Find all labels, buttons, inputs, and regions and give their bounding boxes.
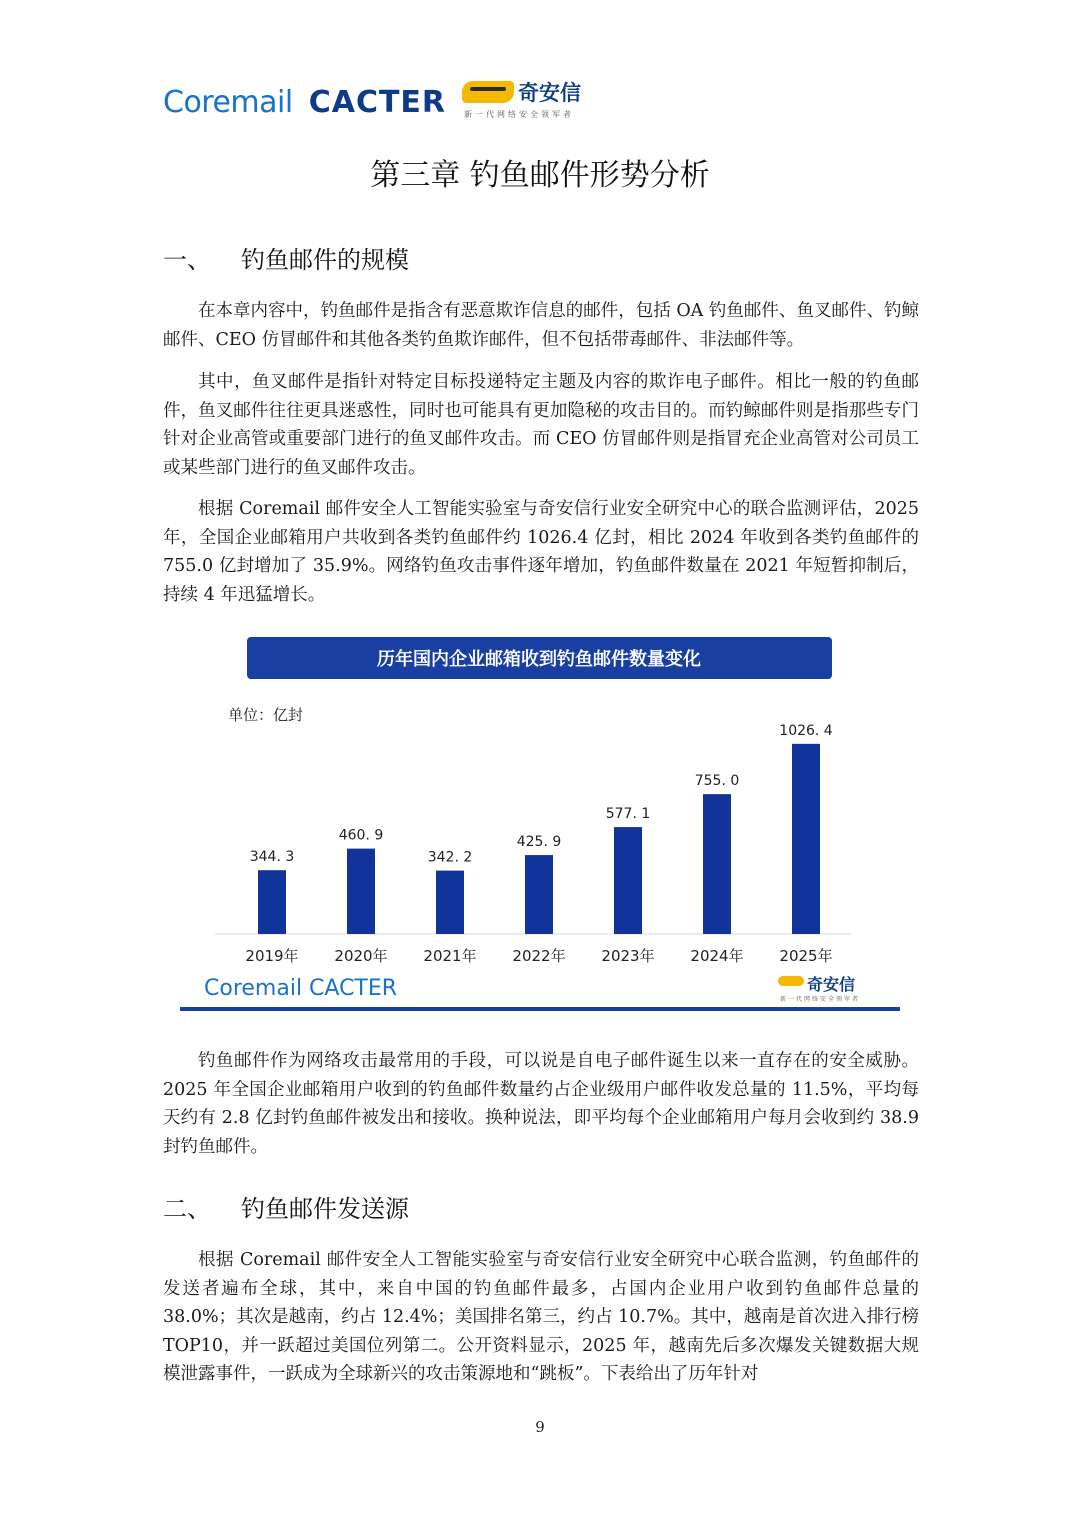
bar-value-label: 342. 2 xyxy=(427,849,473,866)
x-tick-label: 2023年 xyxy=(601,947,655,965)
bar-2019年 xyxy=(258,870,286,934)
bar-2021年 xyxy=(436,871,464,934)
section-title: 钓鱼邮件发送源 xyxy=(241,1195,409,1223)
paragraph: 根据 Coremail 邮件安全人工智能实验室与奇安信行业安全研究中心联合监测，钓鱼邮件的发送者遍布全球，其中，来自中国的钓鱼邮件最多，占国内企业用户收到钓鱼邮件总量的 38.0%；其次是越南，约占 12.4%；美国排名第三，约占 10.7%。其中，越南是首次进入排行榜 TOP10，并一跃超过美国位列第二。公开资料显示，2025 年，越南先后多次爆发关键数据大规模泄露事件，一跃成为全球新兴的攻击策源地和“跳板”。下表给出了历年针对 xyxy=(163,1250,919,1384)
x-tick-label: 2024年 xyxy=(690,947,744,965)
paragraph: 其中，鱼叉邮件是指针对特定目标投递特定主题及内容的欺诈电子邮件。相比一般的钓鱼邮件，鱼叉邮件往往更具迷惑性，同时也可能具有更加隐秘的攻击目的。而钓鲸邮件则是指那些专门针对企业高管或重要部门进行的鱼叉邮件攻击。而 CEO 仿冒邮件则是指冒充企业高管对公司员工或某些部门进行的鱼叉邮件攻击。 xyxy=(163,372,919,478)
bar-2023年 xyxy=(614,827,642,934)
bar-2025年 xyxy=(792,744,820,934)
bar-value-label: 344. 3 xyxy=(249,849,295,866)
bar-value-label: 460. 9 xyxy=(338,827,384,844)
bar-value-label: 577. 1 xyxy=(605,806,651,823)
paragraph: 钓鱼邮件作为网络攻击最常用的手段，可以说是自电子邮件诞生以来一直存在的安全威胁。2025 年全国企业邮箱用户收到的钓鱼邮件数量约占企业级用户邮件收发总量的 11.5%，平均每天约有 2.8 亿封钓鱼邮件被发出和接收。换种说法，即平均每个企业邮箱用户每月会收到约 38.9 封钓鱼邮件。 xyxy=(163,1051,919,1157)
chart-bottom-rule xyxy=(180,1007,900,1011)
chart-footer-logo-right: 奇安信 xyxy=(807,975,856,994)
section-heading-1 xyxy=(163,240,409,275)
paragraph: 在本章内容中，钓鱼邮件是指含有恶意欺诈信息的邮件，包括 OA 钓鱼邮件、鱼叉邮件、钓鲸邮件、CEO 仿冒邮件和其他各类钓鱼欺诈邮件，但不包括带毒邮件、非法邮件等。 xyxy=(163,301,919,350)
bar-value-label: 755. 0 xyxy=(694,773,740,790)
phishing-volume-chart xyxy=(180,635,900,1015)
x-tick-label: 2025年 xyxy=(779,947,833,965)
section-heading-2 xyxy=(163,1189,409,1224)
chart-footer-qianxin-mark-icon xyxy=(778,976,804,986)
chart-title: 历年国内企业邮箱收到钓鱼邮件数量变化 xyxy=(377,649,701,670)
bar-value-label: 1026. 4 xyxy=(779,722,833,739)
qianxin-mark-icon xyxy=(462,81,514,103)
chart-unit-label: 单位：亿封 xyxy=(228,706,304,724)
section-number: 一、 xyxy=(163,246,211,274)
cacter-logo: CACTER xyxy=(308,85,447,120)
chart-footer-logo-right-sub: 新一代网络安全领军者 xyxy=(780,996,861,1003)
paragraph: 根据 Coremail 邮件安全人工智能实验室与奇安信行业安全研究中心的联合监测评估，2025 年，全国企业邮箱用户共收到各类钓鱼邮件约 1026.4 亿封，相比 2024 年收到各类钓鱼邮件的 755.0 亿封增加了 35.9%。网络钓鱼攻击事件逐年增加，钓鱼邮件数量在 2021 年短暂抑制后，持续 4 年迅猛增长。 xyxy=(163,499,919,605)
x-tick-label: 2021年 xyxy=(423,947,477,965)
x-tick-label: 2019年 xyxy=(245,947,299,965)
qianxin-logo-slogan: 新一代网络安全领军者 xyxy=(464,110,575,119)
bar-2020年 xyxy=(347,849,375,934)
page-number: 9 xyxy=(535,1418,545,1436)
bar-2022年 xyxy=(525,855,553,934)
header-logos xyxy=(163,76,581,120)
bar-2024年 xyxy=(703,794,731,934)
section-title: 钓鱼邮件的规模 xyxy=(241,246,409,274)
coremail-logo: Coremail xyxy=(163,85,293,120)
chart-footer-logo-left: Coremail CACTER xyxy=(204,976,398,1001)
qianxin-logo-name: 奇安信 xyxy=(518,81,582,105)
bar-value-label: 425. 9 xyxy=(516,834,562,851)
section-number: 二、 xyxy=(163,1195,211,1223)
chapter-title: 第三章 钓鱼邮件形势分析 xyxy=(370,158,710,193)
chart-canvas xyxy=(180,635,900,1015)
qianxin-logo xyxy=(462,77,581,120)
x-tick-label: 2020年 xyxy=(334,947,388,965)
x-tick-label: 2022年 xyxy=(512,947,566,965)
